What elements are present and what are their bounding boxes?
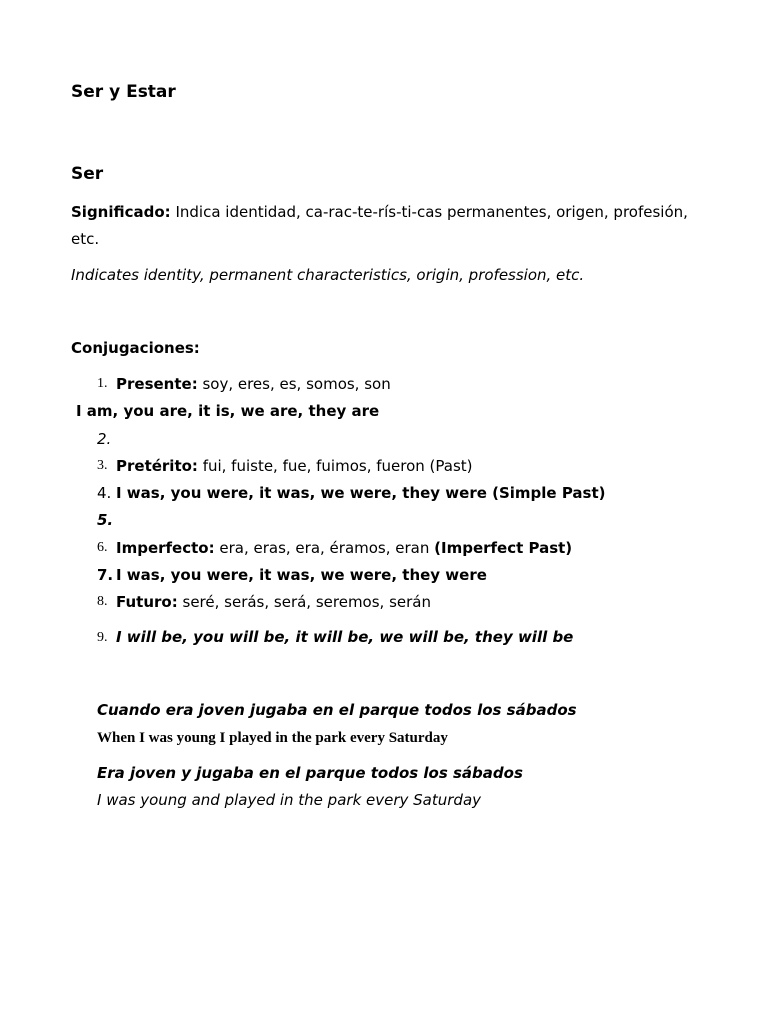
meaning-line-2: etc. (71, 230, 100, 248)
list-item-preterito (116, 457, 473, 475)
presente-translation: I am, you are, it is, we are, they are (76, 402, 380, 420)
list-number-2: 2. (97, 430, 112, 448)
example-1-english: When I was young I played in the park every Saturday (97, 730, 448, 746)
meaning-line-1 (71, 203, 688, 221)
imperfecto-label: Imperfecto: (116, 539, 215, 557)
example-2-english: I was young and played in the park every Saturday (97, 791, 482, 809)
example-1-spanish: Cuando era joven jugaba en el parque todos los sábados (97, 701, 577, 719)
futuro-label: Futuro: (116, 593, 178, 611)
list-item-presente (116, 375, 391, 393)
conjugations-label: Conjugaciones: (71, 339, 200, 357)
presente-label: Presente: (116, 375, 198, 393)
list-number-9: 9. (97, 630, 108, 645)
futuro-translation: I will be, you will be, it will be, we will be, they will be (116, 628, 574, 646)
preterito-translation: I was, you were, it was, we were, they were (Simple Past) (116, 484, 606, 502)
imperfecto-tag: (Imperfect Past) (434, 539, 573, 557)
imperfecto-translation: I was, you were, it was, we were, they were (116, 566, 487, 584)
example-2-spanish: Era joven y jugaba en el parque todos los sábados (97, 764, 523, 782)
list-number-4: 4. (97, 484, 112, 502)
meaning-translation: Indicates identity, permanent characteristics, origin, profession, etc. (71, 266, 585, 284)
list-number-7: 7. (97, 566, 114, 584)
meaning-text: Indica identidad, ca-rac-te-rís-ti-cas permanentes, origen, profesión, (170, 203, 688, 221)
imperfecto-forms: era, eras, era, éramos, eran (214, 539, 435, 557)
list-number-8: 8. (97, 594, 108, 609)
presente-forms: soy, eres, es, somos, son (197, 375, 391, 393)
meaning-label: Significado: (71, 203, 171, 221)
list-number-5: 5. (97, 511, 114, 529)
document-title: Ser y Estar (71, 82, 176, 102)
preterito-forms: fui, fuiste, fue, fuimos, fueron (Past) (197, 457, 473, 475)
section-heading-ser: Ser (71, 164, 104, 184)
list-number-3: 3. (97, 458, 108, 473)
list-item-imperfecto (116, 539, 572, 557)
list-number-6: 6. (97, 540, 108, 555)
futuro-forms: seré, serás, será, seremos, serán (177, 593, 431, 611)
list-item-futuro (116, 593, 431, 611)
list-number-1: 1. (97, 376, 108, 391)
preterito-label: Pretérito: (116, 457, 198, 475)
